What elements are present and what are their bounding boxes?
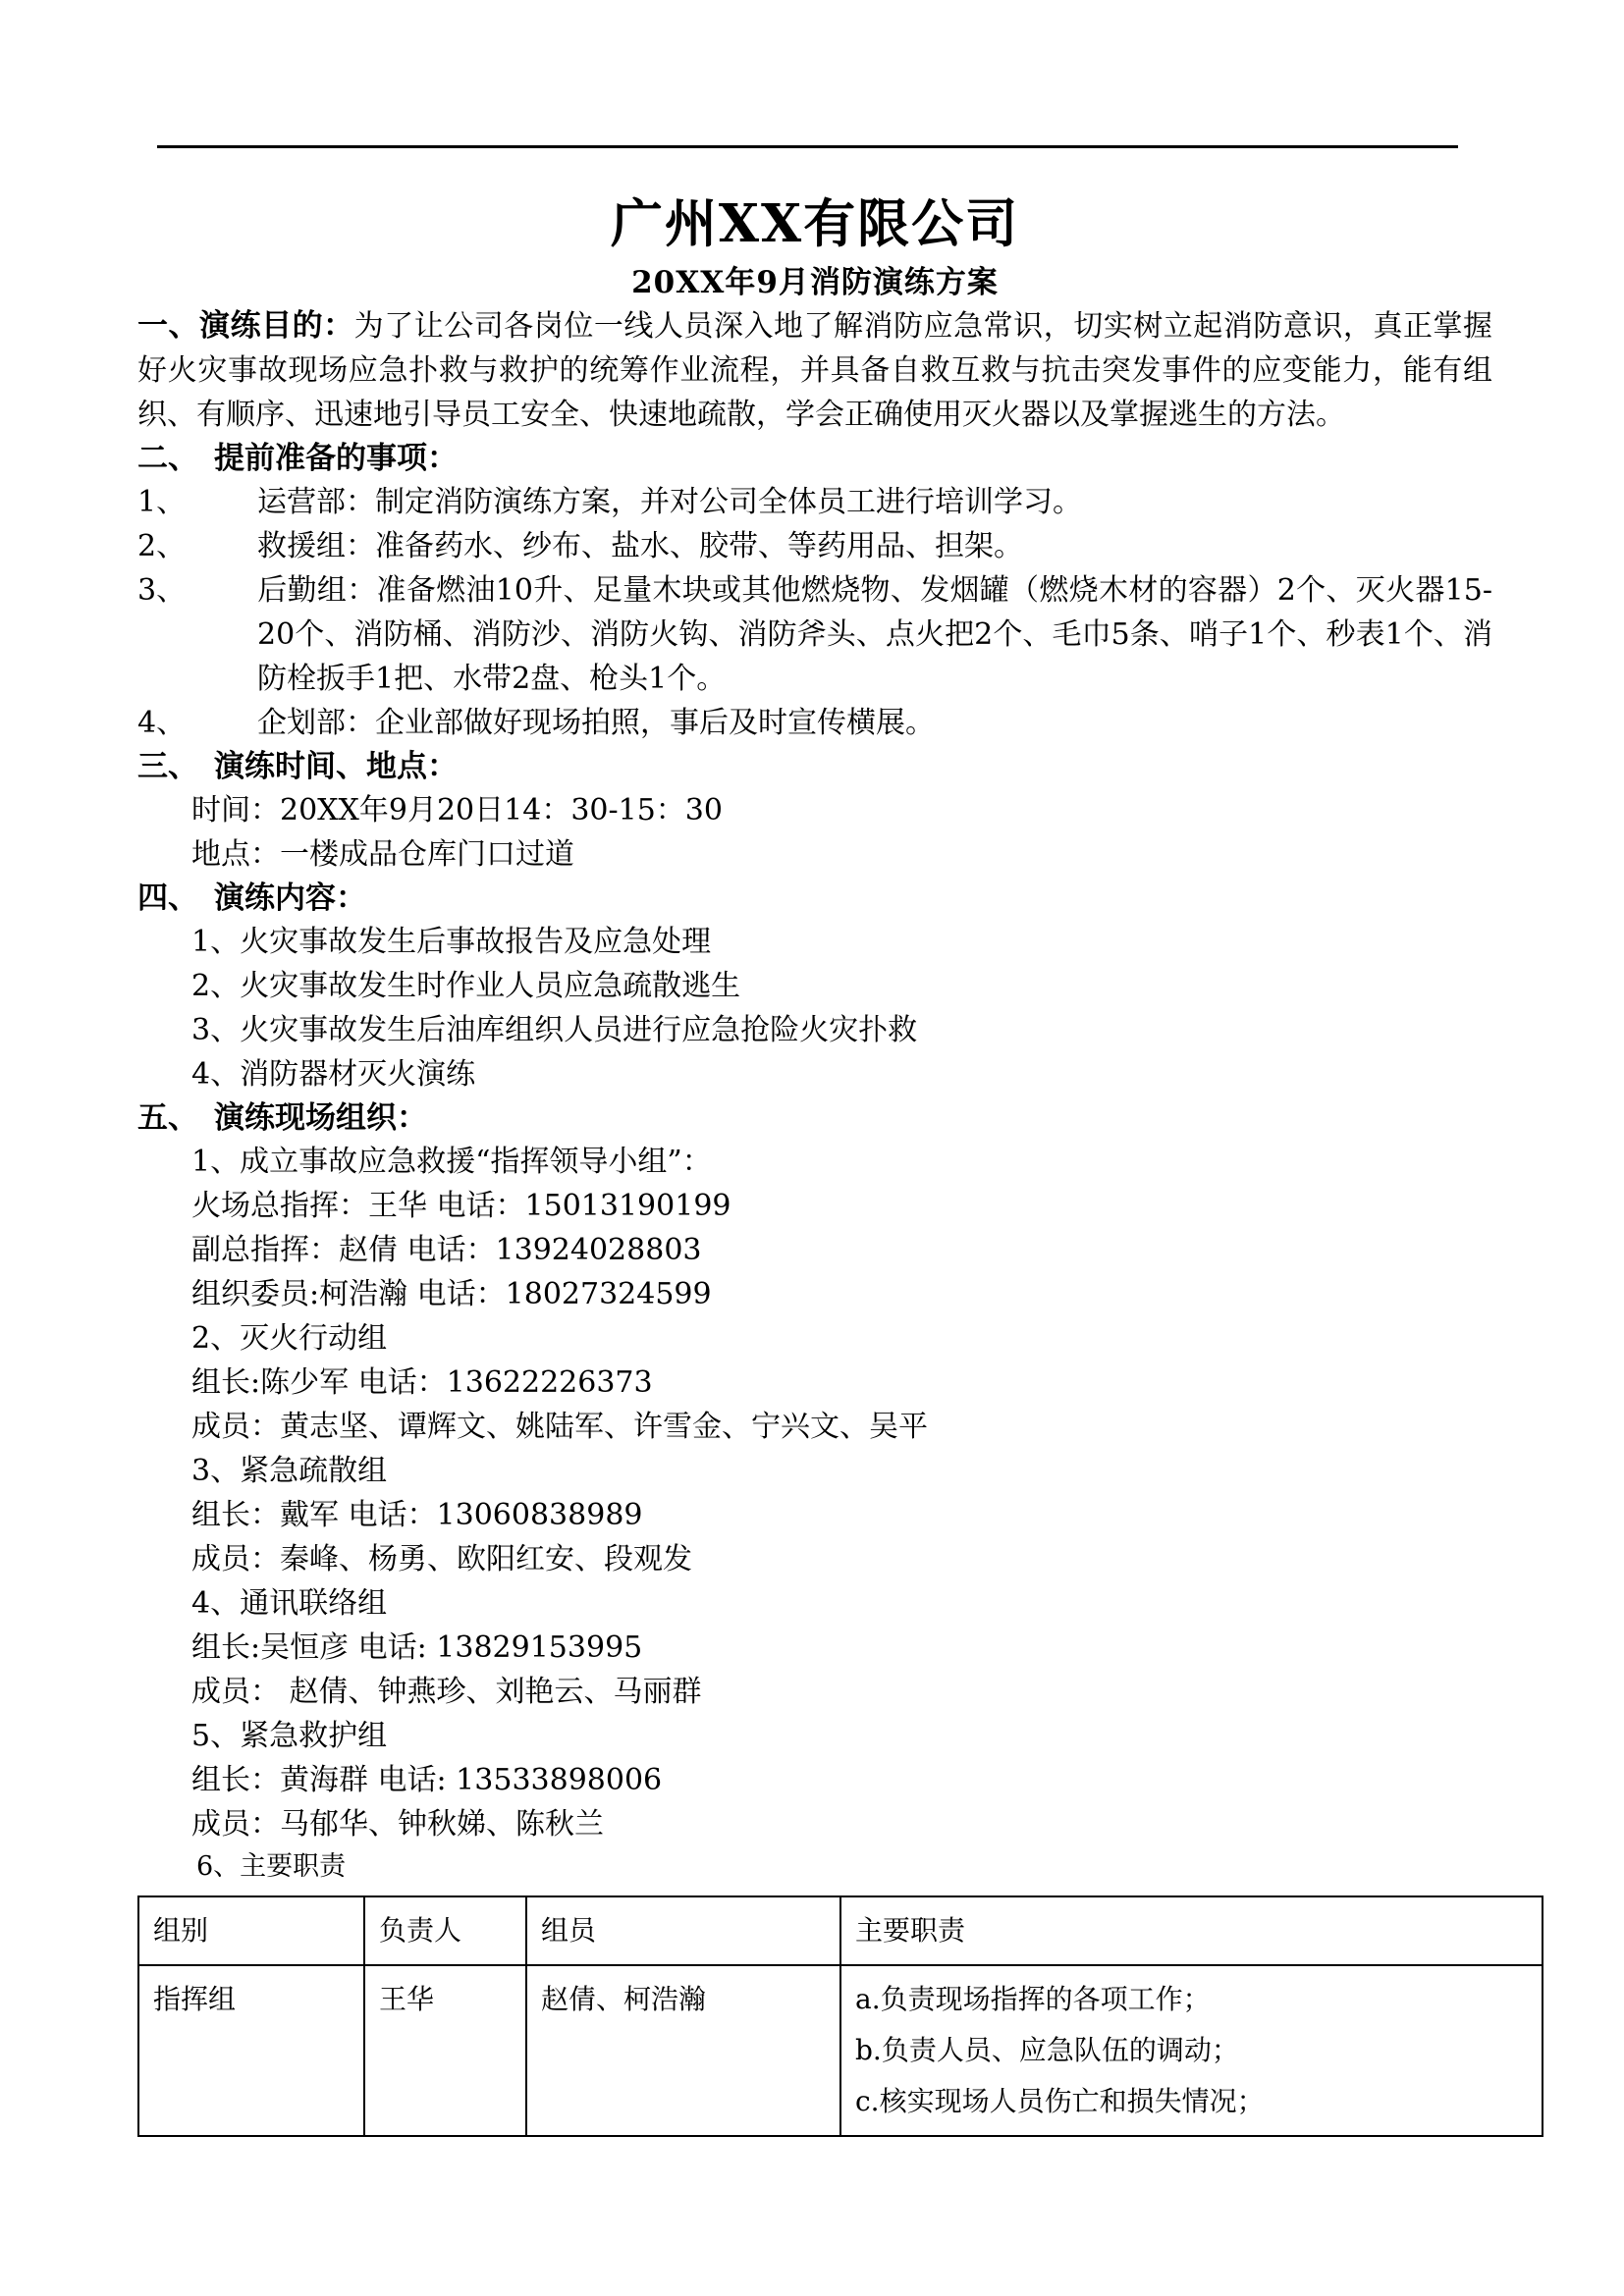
header-divider-rule	[157, 145, 1458, 148]
item-number: 4、	[137, 706, 187, 740]
section-5-line-10: 成员：秦峰、杨勇、欧阳红安、段观发	[191, 1542, 692, 1576]
section-1-number: 一、	[137, 308, 200, 344]
section-3-time-line: 时间：20XX年9月20日14：30-15：30	[191, 793, 723, 828]
section-1-body: 为了让公司各岗位一线人员深入地了解消防应急常识，切实树立起消防意识，真正掌握好火灾事故现场应急扑救与救护的统筹作业流程，并具备自救互救与抗击突发事件的应变能力，能有组织、有顺序、迅速地引导员工安全、快速地疏散，学会正确使用灭火器以及掌握逃生的方法。	[137, 309, 1493, 432]
section-5-line-1: 1、成立事故应急救援“指挥领导小组”：	[191, 1145, 712, 1179]
section-3-place-line: 地点：一楼成品仓库门口过道	[191, 837, 574, 872]
table-header-row	[138, 1896, 1543, 1965]
section-5-line-13: 成员： 赵倩、钟燕珍、刘艳云、马丽群	[191, 1675, 702, 1709]
section-5-subitem-6: 6、主要职责	[196, 1851, 347, 1882]
item-number: 1、	[137, 485, 187, 519]
section-5-line-16: 成员：马郁华、钟秋娣、陈秋兰	[191, 1807, 604, 1842]
section-4-heading	[137, 877, 1492, 920]
section-5-heading-text: 演练现场组织：	[214, 1100, 427, 1136]
cell-duties	[840, 1965, 1543, 2136]
section-5-line-12: 组长:吴恒彦 电话: 13829153995	[191, 1630, 643, 1665]
item-number: 2、	[137, 529, 187, 563]
item-number: 3、	[137, 573, 187, 608]
section-5-line-9: 组长：戴军 电话：13060838989	[191, 1498, 643, 1532]
page-title: 广州XX有限公司	[610, 193, 1020, 254]
item-text: 后勤组：准备燃油10升、足量木块或其他燃烧物、发烟罐（燃烧木材的容器）2个、灭火器15-20个、消防桶、消防沙、消防火钩、消防斧头、点火把2个、毛巾5条、哨子1个、秒表1个、消防栓扳手1把、水带2盘、枪头1个。	[257, 573, 1492, 696]
section-3-heading-text: 演练时间、地点：	[214, 749, 458, 784]
item-text: 企划部：企业部做好现场拍照，事后及时宣传横展。	[257, 706, 935, 740]
section-4-heading-text: 演练内容：	[214, 881, 366, 916]
table-header-duties: 主要职责	[840, 1896, 1543, 1965]
section-5-line-7: 成员：黄志坚、谭辉文、姚陆军、许雪金、宁兴文、吴平	[191, 1410, 928, 1444]
section-5-heading	[137, 1096, 1492, 1140]
section-4-line-3: 3、火灾事故发生后油库组织人员进行应急抢险火灾扑救	[191, 1013, 918, 1047]
cell-leader: 王华	[364, 1965, 526, 2136]
table-header-group: 组别	[138, 1896, 364, 1965]
duty-line-a: a.负责现场指挥的各项工作；	[855, 1983, 1211, 2015]
section-2-item-3	[137, 568, 1492, 701]
section-2-item-1	[137, 480, 1492, 524]
section-5-line-14: 5、紧急救护组	[191, 1719, 388, 1753]
table-header-members: 组员	[526, 1896, 840, 1965]
duty-line-c: c.核实现场人员伤亡和损失情况；	[855, 2085, 1265, 2117]
table-header-leader: 负责人	[364, 1896, 526, 1965]
section-5-line-5: 2、灭火行动组	[191, 1321, 388, 1356]
section-3-number: 三、	[137, 749, 198, 784]
section-5-line-3: 副总指挥：赵倩 电话：13924028803	[191, 1233, 702, 1267]
duty-line-b: b.负责人员、应急队伍的调动；	[855, 2034, 1239, 2066]
section-2-item-2	[137, 524, 1492, 568]
section-4-line-2: 2、火灾事故发生时作业人员应急疏散逃生	[191, 969, 741, 1003]
section-5-line-4: 组织委员:柯浩瀚 电话：18027324599	[191, 1277, 712, 1311]
section-5-line-11: 4、通讯联络组	[191, 1586, 388, 1621]
duty-table	[137, 1896, 1543, 2137]
section-3-heading	[137, 745, 1492, 788]
cell-members: 赵倩、柯浩瀚	[526, 1965, 840, 2136]
section-5-line-8: 3、紧急疏散组	[191, 1454, 388, 1488]
item-text: 运营部：制定消防演练方案，并对公司全体员工进行培训学习。	[257, 485, 1082, 519]
section-2-number: 二、	[137, 441, 198, 476]
section-2-heading	[137, 437, 1492, 480]
table-row	[138, 1965, 1543, 2136]
section-5-line-6: 组长:陈少军 电话：13622226373	[191, 1365, 653, 1400]
section-5-line-15: 组长：黄海群 电话: 13533898006	[191, 1763, 663, 1797]
section-5-number: 五、	[137, 1100, 198, 1136]
document-body	[137, 304, 1492, 2137]
page-subtitle: 20XX年9月消防演练方案	[631, 265, 999, 300]
cell-group: 指挥组	[138, 1965, 364, 2136]
section-4-line-1: 1、火灾事故发生后事故报告及应急处理	[191, 925, 712, 959]
section-2-heading-text: 提前准备的事项：	[214, 441, 458, 476]
section-1-heading: 演练目的：	[199, 308, 354, 344]
item-text: 救援组：准备药水、纱布、盐水、胶带、等药用品、担架。	[257, 529, 1023, 563]
section-4-number: 四、	[137, 881, 198, 916]
section-2-item-4	[137, 701, 1492, 745]
section-1-paragraph	[137, 304, 1492, 437]
section-4-line-4: 4、消防器材灭火演练	[191, 1057, 476, 1092]
section-5-line-2: 火场总指挥：王华 电话：15013190199	[191, 1189, 731, 1223]
